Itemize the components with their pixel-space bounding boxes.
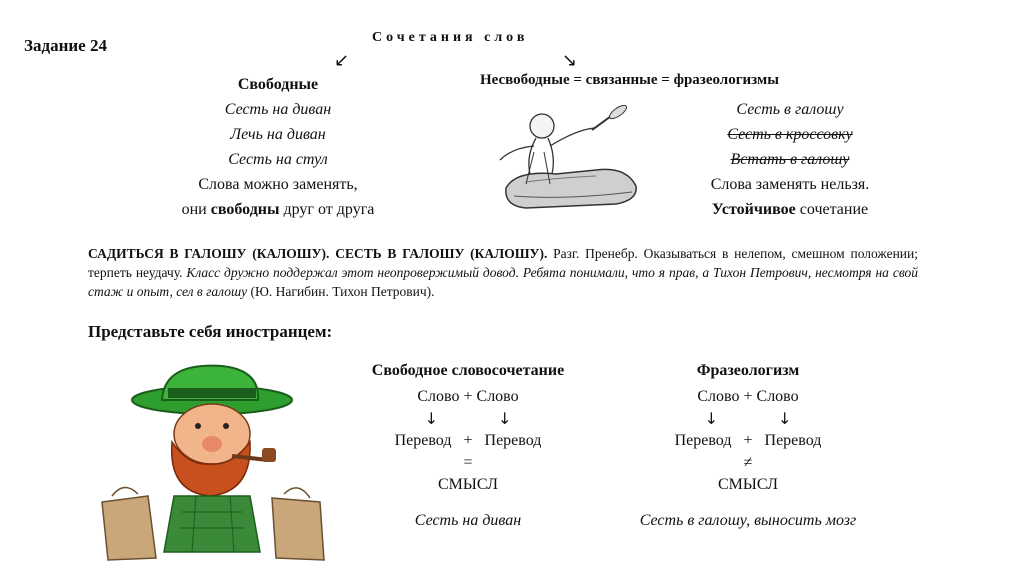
free-example-3: Сесть на стул [228,151,328,168]
scheme-free-equals: = [463,454,473,471]
task-title: Задание 24 [24,36,107,55]
scheme-phraseologism [610,362,886,532]
scheme-free-meaning: СМЫСЛ [438,476,498,493]
free-note-2: они свободны друг от друга [181,201,375,218]
scheme-free-arrows: ↓ ↓ [424,409,512,428]
scheme-phraseo-not-equal: ≠ [743,454,753,471]
unfree-example-3: Встать в галошу [730,151,850,168]
arrow-right: ↘ [562,50,578,71]
header-word-combinations: Сочетания слов [372,30,529,45]
definition-meaning: Разг. Пренебр. Оказываться в нелепом, смешном положении; терпеть неудачу. [88,246,918,280]
definition-source: (Ю. Нагибин. Тихон Петрович). [247,284,435,299]
scheme-free-translations: Перевод + Перевод [394,432,542,449]
arrow-left: ↙ [334,50,350,71]
scheme-phraseo-translations: Перевод + Перевод [674,432,822,449]
scheme-free-words: Слово + Слово [417,388,519,405]
scheme-phraseo-arrows: ↓ ↓ [704,409,792,428]
galosh-illustration [486,100,646,218]
leprechaun-illustration [92,362,332,562]
definition-example: Класс дружно поддержал этот неопровержимый довод. Ребята понимали, что я прав, а Тихон Петрович, несмотря на свой стаж и опыт, сел в галошу [88,265,918,299]
free-example-1: Сесть на диван [224,101,332,118]
unfree-example-2: Сесть в кроссовку [727,126,853,143]
unfree-note-2: Устойчивое сочетание [711,201,869,218]
free-note-1: Слова можно заменять, [198,176,358,193]
imagine-heading: Представьте себя иностранцем: [88,322,333,341]
scheme-phraseo-words: Слово + Слово [697,388,799,405]
scheme-phraseo-meaning: СМЫСЛ [718,476,778,493]
definition-term: САДИТЬСЯ В ГАЛОШУ (КАЛОШУ). СЕСТЬ В ГАЛОШУ (КАЛОШУ). [88,246,548,261]
scheme-free-example: Сесть на диван [414,512,522,529]
unfree-title: Несвободные = связанные = фразеологизмы [480,72,779,88]
free-title: Свободные [237,76,319,93]
scheme-free [330,362,606,532]
scheme-phraseo-example: Сесть в галошу, выносить мозг [639,512,857,529]
free-column [150,72,406,222]
unfree-column [670,97,910,222]
scheme-free-title: Свободное словосочетание [371,362,565,379]
scheme-phraseo-title: Фразеологизм [696,362,800,379]
unfree-example-1: Сесть в галошу [736,101,844,118]
free-example-2: Лечь на диван [230,126,326,143]
unfree-note-1: Слова заменять нельзя. [710,176,870,193]
definition-paragraph [88,244,918,301]
